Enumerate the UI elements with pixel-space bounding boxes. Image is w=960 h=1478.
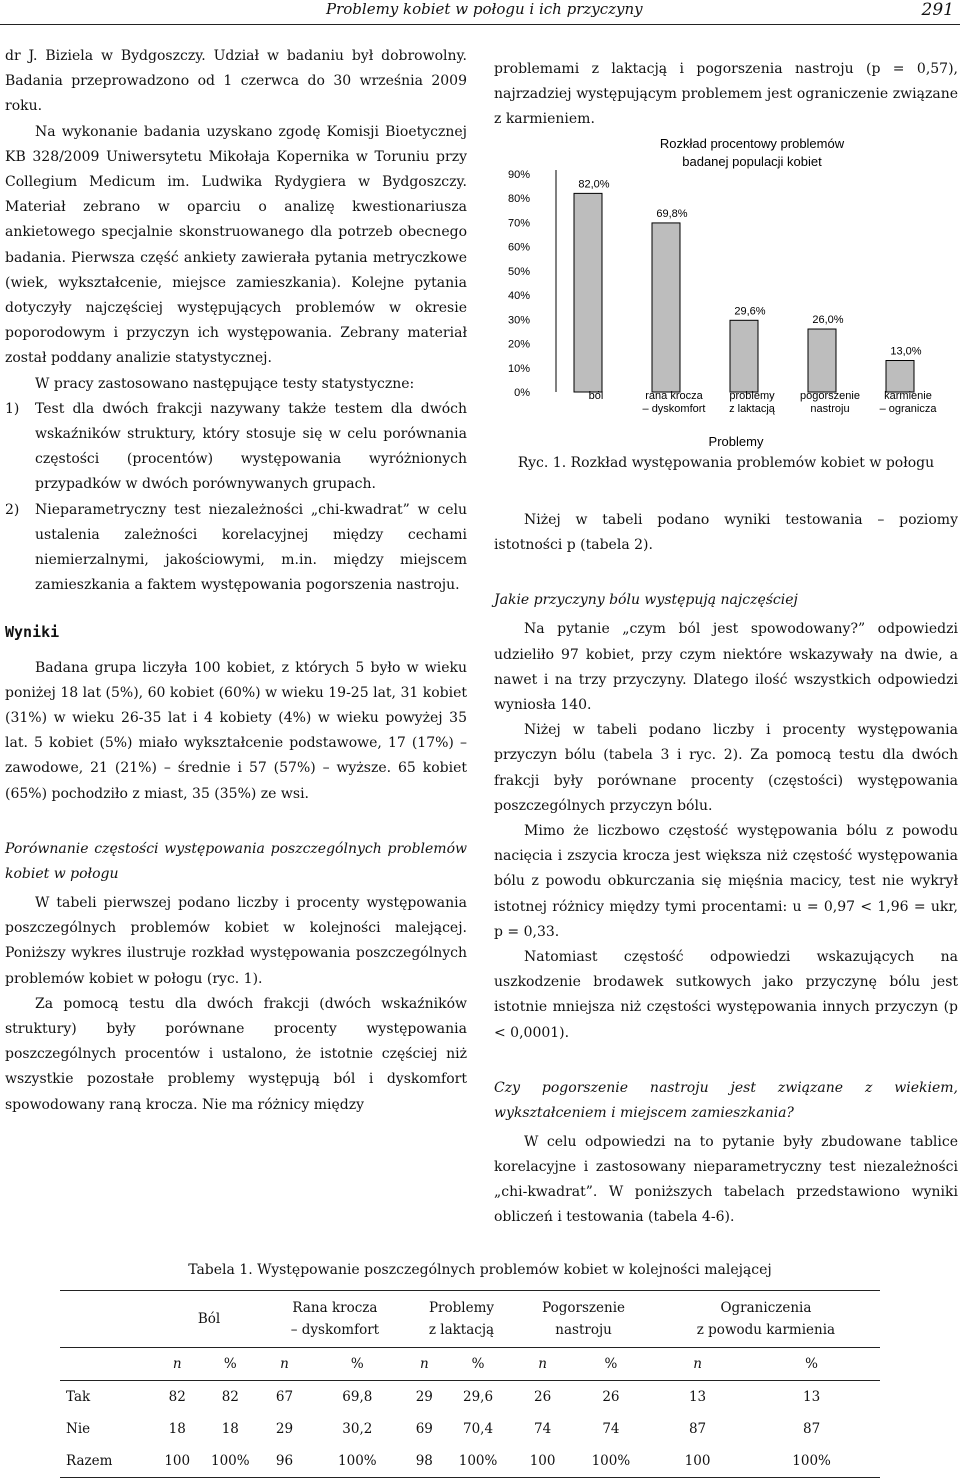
bar <box>808 329 836 392</box>
table-cell: 87 <box>688 1421 707 1437</box>
chart-title: badanej populacji kobiet <box>682 154 822 169</box>
table-cell: 82 <box>168 1389 186 1405</box>
paragraph: problemami z laktacją i pogorszenia nastroju (p = 0,57), najrzadziej występującym problemem jest ograniczenie związane z karmieniem. <box>494 61 958 128</box>
table-cell: 18 <box>221 1421 239 1437</box>
y-tick-label: 0% <box>514 387 530 399</box>
table-subheader: % <box>198 1348 262 1381</box>
table-group-header: Problemy z laktacją <box>408 1291 516 1348</box>
paragraph: W celu odpowiedzi na to pytanie były zbudowane tablice korelacyjne i zastosowany nieparametryczny test niezależności „chi-kwadrat”. W poniższych tabelach przedstawiono wyniki obliczeń i testowania (tabela 4-6). <box>494 1133 958 1226</box>
x-tick-label: ból <box>588 390 604 402</box>
table-cell: 74 <box>533 1421 552 1437</box>
figure-1 <box>494 132 958 452</box>
table-cell: 13 <box>688 1389 707 1405</box>
table-row <box>60 1445 880 1478</box>
y-tick-label: 80% <box>507 193 530 206</box>
page-number: 291 <box>921 0 954 20</box>
x-tick-label: rana krocza <box>645 390 703 402</box>
table-group-header: Pogorszenie nastroju <box>515 1291 652 1348</box>
right-column-top <box>494 57 958 133</box>
table-subheader: % <box>743 1348 880 1381</box>
right-column-bottom <box>494 508 958 1231</box>
table-cell: 100% <box>441 1445 515 1478</box>
y-tick-label: 50% <box>507 265 530 278</box>
bar-chart <box>494 132 958 452</box>
paragraph: Za pomocą testu dla dwóch frakcji (dwóch wskaźników struktury) były porównane procenty występowania poszczególnych procentów i ustalono, że istotnie częściej niż wszystkie pozostałe problemy występują ból i dyskomfort spowodowany raną krocza. Nie ma różnicy między <box>5 995 467 1113</box>
table-cell: 30,2 <box>342 1421 373 1437</box>
list-number: 2) <box>5 501 20 518</box>
bar <box>574 193 602 392</box>
bar <box>886 361 914 392</box>
y-tick-label: 90% <box>507 169 530 181</box>
table-cell: 100 <box>156 1445 198 1478</box>
data-label: 29,6% <box>734 305 766 318</box>
x-tick-label: nastroju <box>810 403 850 415</box>
table-subheader: n <box>408 1348 441 1381</box>
bar <box>652 223 680 392</box>
table-cell: 82 <box>221 1389 239 1405</box>
table-cell: 100 <box>515 1445 570 1478</box>
running-title: Problemy kobiet w połogu i ich przyczyny <box>326 0 643 18</box>
table-cell: 100% <box>570 1445 652 1478</box>
x-tick-label: z laktacją <box>729 403 775 415</box>
paragraph: Badana grupa liczyła 100 kobiet, z których 5 było w wieku poniżej 18 lat (5%), 60 kobiet (60%) w wieku 19-25 lat, 31 kobiet (31%) w wieku 26-35 lat i 4 kobiety (4%) w wieku powyżej 35 lat. 5 kobiet (5%) miało wykształcenie podstawowe, 17 (17%) – zawodowe, 21 (21%) – średnie i 57 (57%) – wyższe. 65 kobiet (65%) pochodziło z miast, 35 (35%) ze wsi. <box>5 659 467 802</box>
paragraph: Niżej w tabeli podano liczby i procenty występowania przyczyn bólu (tabela 3 i ryc. 2). Za pomocą testu dla dwóch frakcji były porównane procenty (częstości) występowania poszczególnych przyczyn bólu. <box>494 722 958 814</box>
x-axis-label: Problemy <box>708 434 764 449</box>
section-heading-wyniki: Wyniki <box>5 623 60 642</box>
table-cell: 100% <box>198 1445 262 1478</box>
table-cell: 69,8 <box>342 1389 373 1405</box>
y-tick-label: 30% <box>507 314 530 327</box>
page-header <box>0 0 960 25</box>
list-item <box>5 397 467 498</box>
table-cell: 100% <box>743 1445 880 1478</box>
chart-title: Rozkład procentowy problemów <box>659 136 845 151</box>
y-tick-label: 70% <box>507 217 530 230</box>
table-cell: 100 <box>652 1445 743 1478</box>
table-subheader: n <box>515 1348 570 1381</box>
table-cell: 87 <box>803 1421 821 1437</box>
row-label: Razem <box>60 1445 156 1478</box>
table-cell: 74 <box>602 1421 620 1437</box>
paragraph: W pracy zastosowano następujące testy statystyczne: <box>35 375 415 392</box>
y-tick-label: 60% <box>507 241 530 254</box>
table-cell: 29,6 <box>463 1389 494 1405</box>
tests-list <box>5 397 467 599</box>
data-label: 26,0% <box>812 314 844 327</box>
x-tick-label: karmienie <box>884 390 932 402</box>
table-group-header: Ból <box>156 1291 262 1348</box>
table-row <box>60 1381 880 1414</box>
x-tick-label: pogorszenie <box>800 390 860 402</box>
subheading: Porównanie częstości występowania poszczególnych problemów kobiet w połogu <box>5 840 467 882</box>
y-tick-label: 20% <box>507 338 530 351</box>
table-group-header: Ograniczenia z powodu karmienia <box>652 1291 880 1348</box>
table-cell: 26 <box>533 1389 552 1405</box>
left-column <box>5 44 467 1118</box>
table-subheader: % <box>307 1348 408 1381</box>
table-cell: 96 <box>262 1445 307 1478</box>
subheading: Jakie przyczyny bólu występują najczęściej <box>494 592 798 609</box>
list-number: 1) <box>5 400 20 417</box>
table-subheader: n <box>262 1348 307 1381</box>
y-tick-label: 10% <box>507 362 530 375</box>
data-label: 82,0% <box>578 178 610 191</box>
table-cell: 69 <box>415 1421 433 1437</box>
table-1 <box>60 1290 880 1478</box>
list-text: Test dla dwóch frakcji nazywany także testem dla dwóch wskaźników struktury, który stosuje się w celu porównania częstości (procentów) występowania wyróżnionych przypadków w dwóch porównywanych grupach. <box>35 400 467 493</box>
table-caption: Tabela 1. Występowanie poszczególnych problemów kobiet w kolejności malejącej <box>188 1262 772 1278</box>
paragraph: Mimo że liczbowo częstość występowania bólu z powodu nacięcia i zszycia krocza jest większa niż częstość występowania bólu z powodu obkurczania się mięśnia macicy, test nie wykrył istotnej różnicy między tymi procentami: u = 0,97 < 1,96 = ukr, p = 0,33. <box>494 823 958 940</box>
paragraph: dr J. Biziela w Bydgoszczy. Udział w badaniu był dobrowolny. Badania przeprowadzono od 1 czerwca do 30 września 2009 roku. <box>5 48 467 115</box>
table-cell: 29 <box>275 1421 294 1437</box>
table-group-header: Rana krocza – dyskomfort <box>262 1291 408 1348</box>
table-subheader: % <box>570 1348 652 1381</box>
table-row <box>60 1413 880 1445</box>
paragraph: Na wykonanie badania uzyskano zgodę Komisji Bioetycznej KB 328/2009 Uniwersytetu Mikołaja Kopernika w Toruniu przy Collegium Medicum im. Ludwika Rydygiera w Bydgoszczy. Materiał zebrano w oparciu o analizę kwestionariusza ankietowego specjalnie skonstruowanego dla potrzeb obecnego badania. Pierwsza część ankiety zawierała pytania metryczkowe (wiek, wykształcenie, miejsce zamieszkania). Kolejne pytania dotyczyły najczęściej występujących problemów w okresie poporodowym i przyczyn ich występowania. Zebrany materiał został poddany analizie statystycznej. <box>5 123 467 367</box>
table-cell: 13 <box>803 1389 821 1405</box>
table-cell: 70,4 <box>463 1421 494 1437</box>
x-tick-label: – ogranicza <box>879 403 937 415</box>
paragraph: Niżej w tabeli podano wyniki testowania – poziomy istotności p (tabela 2). <box>494 512 958 554</box>
row-label: Nie <box>66 1421 91 1437</box>
list-text: Nieparametryczny test niezależności „chi-kwadrat” w celu ustalenia zależności korelacyjnej między cechami niemierzalnymi, jakościowymi, m.in. między miejscem zamieszkania a faktem występowania pogorszenia nastroju. <box>35 501 467 594</box>
table-cell: 100% <box>307 1445 408 1478</box>
table-subheader-row <box>60 1348 880 1381</box>
table-subheader: % <box>441 1348 515 1381</box>
figure-caption: Ryc. 1. Rozkład występowania problemów kobiet w połogu <box>517 455 935 471</box>
table-cell: 29 <box>415 1389 433 1405</box>
row-label: Tak <box>66 1389 91 1405</box>
bar <box>730 320 758 392</box>
table-cell: 26 <box>602 1389 620 1405</box>
table-cell: 18 <box>168 1421 186 1437</box>
subheading: Czy pogorszenie nastroju jest związane z wiekiem, wykształceniem i miejscem zamieszkania? <box>494 1079 958 1121</box>
data-label: 69,8% <box>656 207 688 220</box>
data-label: 13,0% <box>890 345 922 358</box>
x-tick-label: problemy <box>729 390 775 402</box>
paragraph: W tabeli pierwszej podano liczby i procenty występowania poszczególnych problemów kobiet w kolejności malejącej. Poniższy wykres ilustruje rozkład występowania poszczególnych problemów kobiet w połogu (ryc. 1). <box>5 894 467 987</box>
list-item <box>5 498 467 599</box>
table-subheader: n <box>652 1348 743 1381</box>
x-tick-label: – dyskomfort <box>642 403 706 415</box>
table-header-row <box>60 1291 880 1348</box>
table-subheader: n <box>156 1348 198 1381</box>
table-cell: 67 <box>275 1389 294 1405</box>
table-cell: 98 <box>408 1445 441 1478</box>
paragraph: Na pytanie „czym ból jest spowodowany?” odpowiedzi udzieliło 97 kobiet, przy czym niektóre wskazywały na dwie, a nawet i na trzy przyczyny. Dlatego ilość wszystkich odpowiedzi wyniosła 140. <box>494 621 958 714</box>
y-tick-label: 40% <box>507 290 530 303</box>
paragraph: Natomiast częstość odpowiedzi wskazujących na uszkodzenie brodawek sutkowych jako przyczynę bólu jest istotnie mniejsza niż częstości występowania innych przyczyn (p < 0,0001). <box>494 949 958 1041</box>
